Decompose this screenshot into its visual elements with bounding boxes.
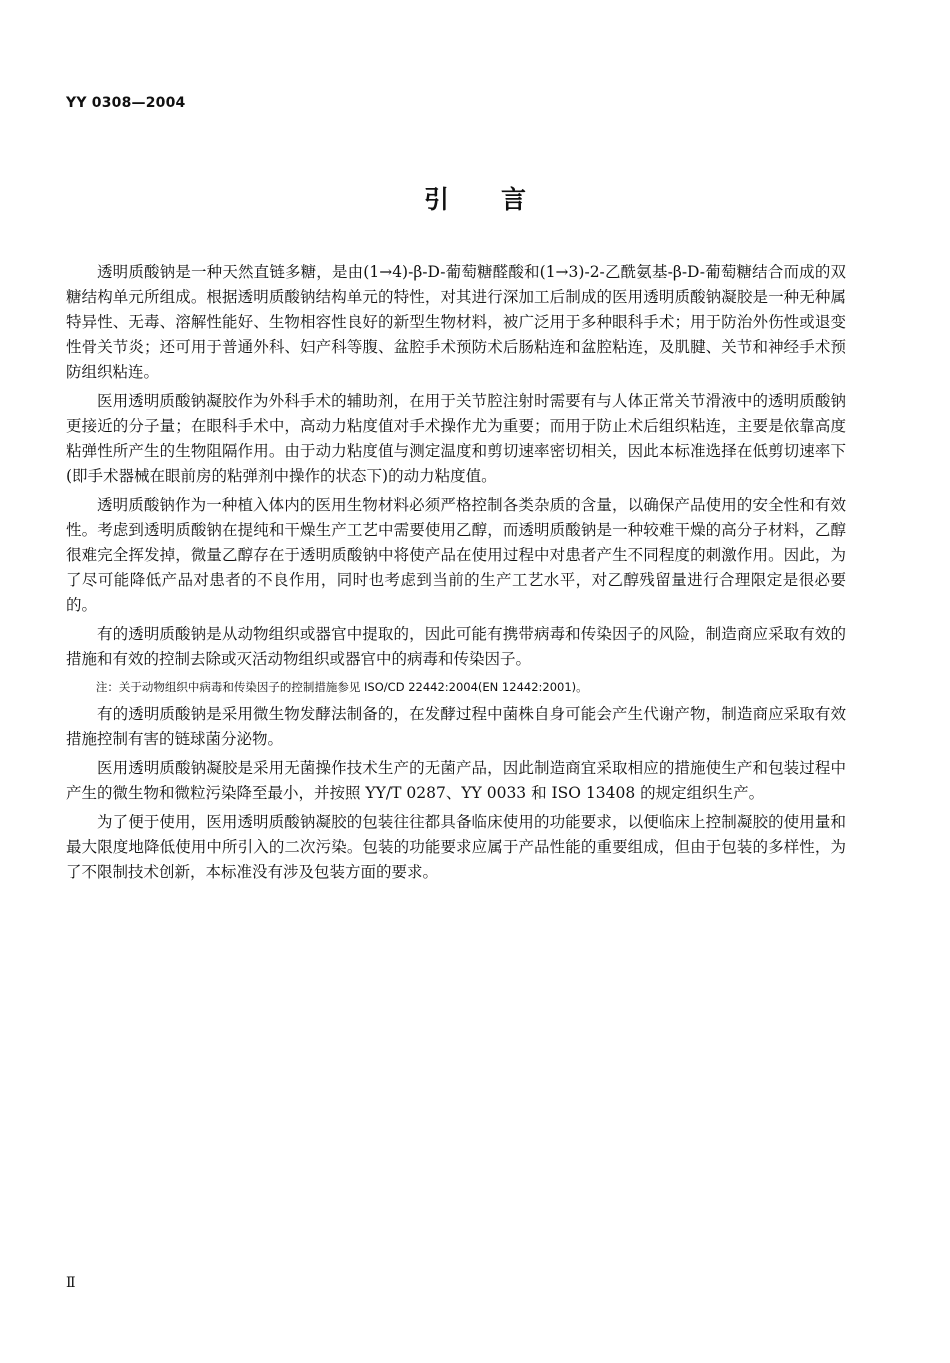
paragraph-2: 医用透明质酸钠凝胶作为外科手术的辅助剂，在用于关节腔注射时需要有与人体正常关节滑液中的透明质酸钠更接近的分子量；在眼科手术中，高动力粘度值对手术操作尤为重要；而用于防止术后组织粘连，主要是依靠高度粘弹性所产生的生物阻隔作用。由于动力粘度值与测定温度和剪切速率密切相关，因此本标准选择在低剪切速率下(即手术器械在眼前房的粘弹剂中操作的状态下)的动力粘度值。	[66, 392, 846, 485]
paragraph-5: 有的透明质酸钠是采用微生物发酵法制备的，在发酵过程中菌株自身可能会产生代谢产物，制造商应采取有效措施控制有害的链球菌分泌物。	[66, 705, 846, 748]
page-title: 引言	[423, 185, 578, 214]
paragraph-4: 有的透明质酸钠是从动物组织或器官中提取的，因此可能有携带病毒和传染因子的风险，制造商应采取有效的措施和有效的控制去除或灭活动物组织或器官中的病毒和传染因子。	[66, 625, 846, 668]
body-text	[66, 260, 846, 889]
paragraph-3: 透明质酸钠作为一种植入体内的医用生物材料必须严格控制各类杂质的含量，以确保产品使用的安全性和有效性。考虑到透明质酸钠在提纯和干燥生产工艺中需要使用乙醇，而透明质酸钠是一种较难干燥的高分子材料，乙醇很难完全挥发掉，微量乙醇存在于透明质酸钠中将使产品在使用过程中对患者产生不同程度的刺激作用。因此，为了尽可能降低产品对患者的不良作用，同时也考虑到当前的生产工艺水平，对乙醇残留量进行合理限定是很必要的。	[66, 496, 846, 614]
document-code: YY 0308—2004	[66, 95, 186, 111]
paragraph-1: 透明质酸钠是一种天然直链多糖，是由(1→4)-β-D-葡萄糖醛酸和(1→3)-2-乙酰氨基-β-D-葡萄糖结合而成的双糖结构单元所组成。根据透明质酸钠结构单元的特性，对其进行深加工后制成的医用透明质酸钠凝胶是一种无种属特异性、无毒、溶解性能好、生物相容性良好的新型生物材料，被广泛用于多种眼科手术；用于防治外伤性或退变性骨关节炎；还可用于普通外科、妇产科等腹、盆腔手术预防术后肠粘连和盆腔粘连，及肌腱、关节和神经手术预防组织粘连。	[66, 263, 846, 381]
paragraph-6: 医用透明质酸钠凝胶是采用无菌操作技术生产的无菌产品，因此制造商宜采取相应的措施使生产和包装过程中产生的微生物和微粒污染降至最小，并按照 YY/T 0287、YY 0033 和 ISO 13408 的规定组织生产。	[66, 759, 846, 802]
paragraph-7: 为了便于使用，医用透明质酸钠凝胶的包装往往都具备临床使用的功能要求，以便临床上控制凝胶的使用量和最大限度地降低使用中所引入的二次污染。包装的功能要求应属于产品性能的重要组成，但由于包装的多样性，为了不限制技术创新，本标准没有涉及包装方面的要求。	[66, 813, 846, 881]
note: 注：关于动物组织中病毒和传染因子的控制措施参见 ISO/CD 22442:2004(EN 12442:2001)。	[95, 680, 588, 694]
page-number: Ⅱ	[66, 1275, 76, 1291]
